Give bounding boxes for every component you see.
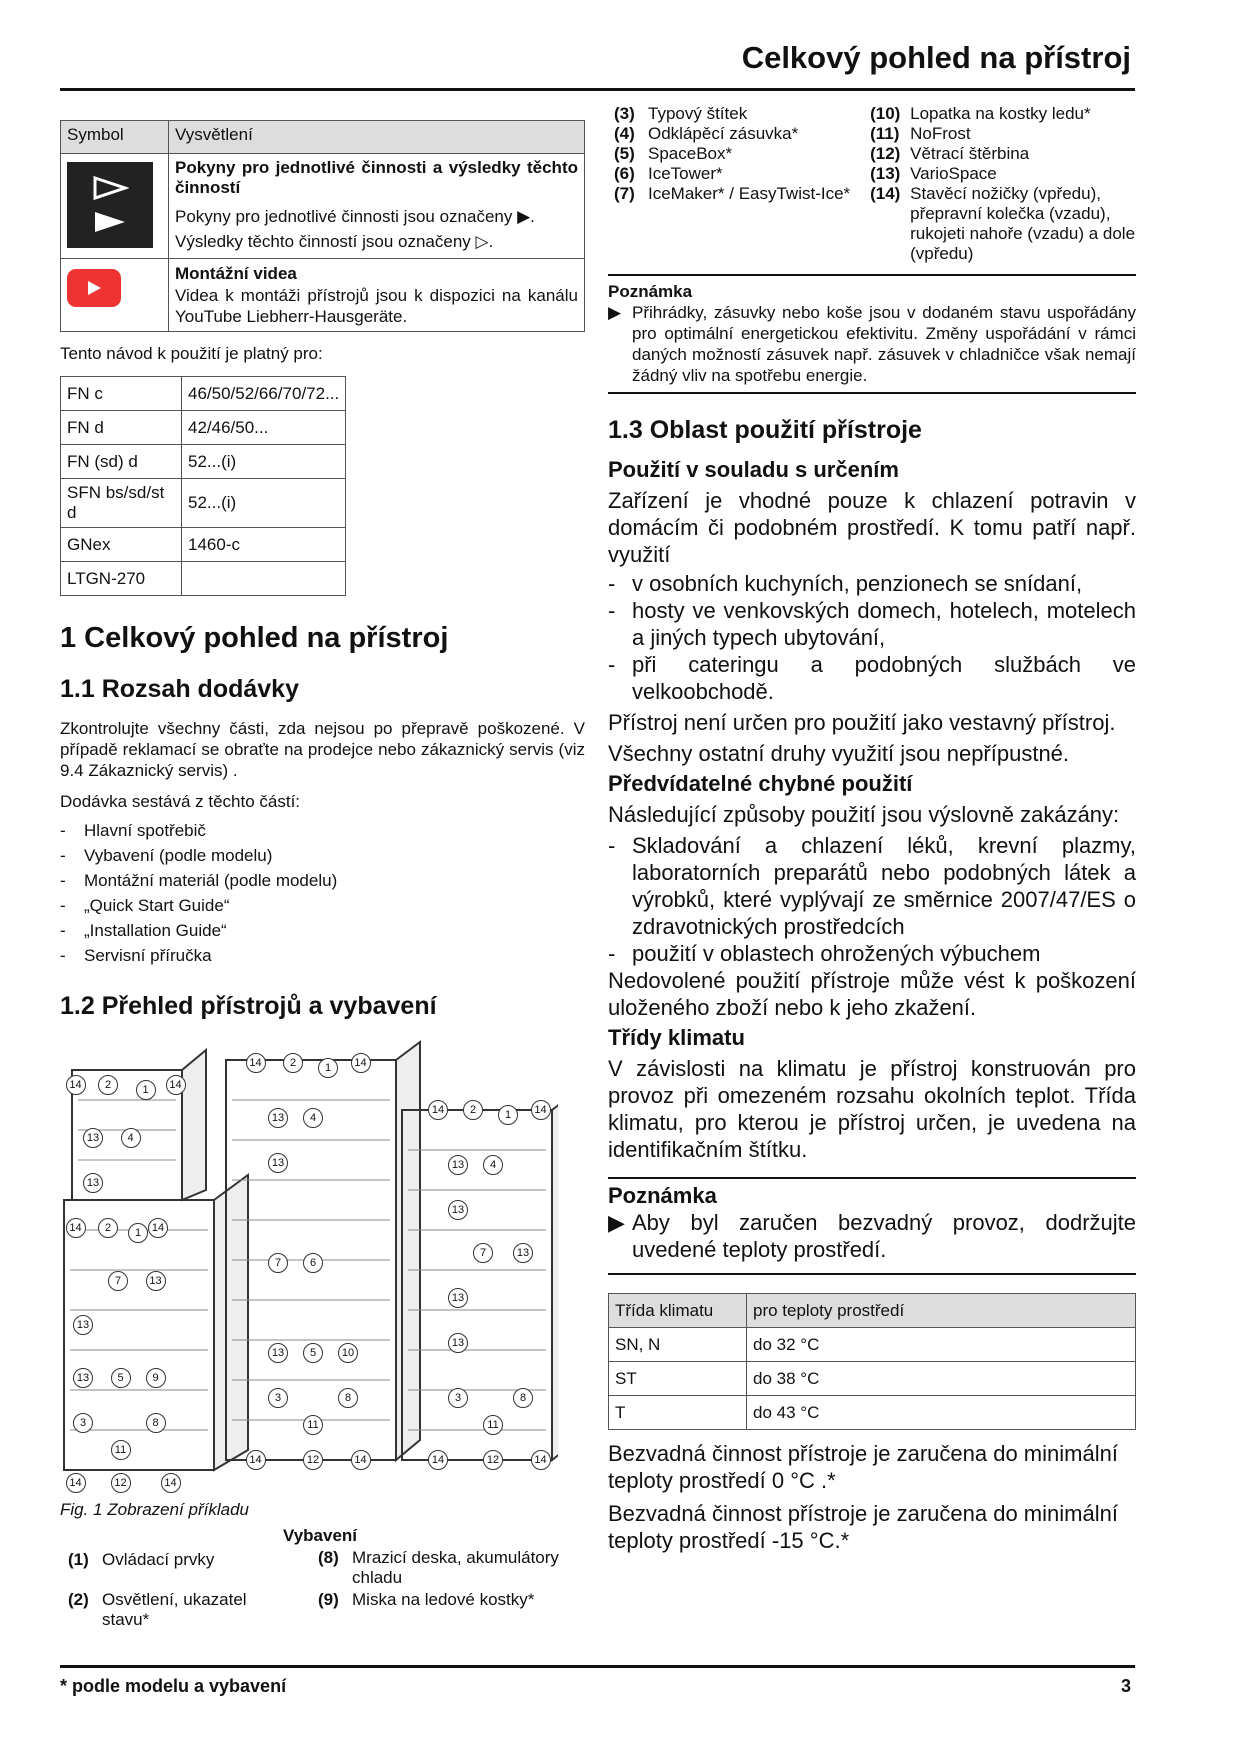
- model-row: [61, 479, 346, 528]
- legend-title: Vybavení: [282, 1526, 358, 1545]
- figure-callout: 12: [483, 1450, 503, 1470]
- note-title: Poznámka: [608, 1183, 717, 1208]
- figure-callout: 13: [268, 1343, 288, 1363]
- legend-item: (6) IceTower*: [614, 164, 723, 183]
- model-value: [182, 562, 346, 596]
- figure-callout: 12: [303, 1450, 323, 1470]
- model-value: 52...(i): [182, 445, 346, 479]
- explanation-header: Vysvětlení: [169, 121, 585, 154]
- section-1-2-heading: 1.2 Přehled přístrojů a vybavení: [60, 992, 437, 1020]
- list-item: - při cateringu a podobných službách ve velkoobchodě.: [608, 651, 1136, 705]
- figure-callout: 14: [148, 1218, 168, 1238]
- figure-callout: 4: [303, 1108, 323, 1128]
- misuse-heading: Předvídatelné chybné použití: [608, 771, 913, 796]
- figure-callout: 11: [111, 1440, 131, 1460]
- youtube-icon: [67, 269, 121, 307]
- figure-callout: 14: [66, 1075, 86, 1095]
- figure-callout: 2: [463, 1100, 483, 1120]
- intended-use-paragraph: Zařízení je vhodné pouze k chlazení potravin v domácím či podobném prostředí. K tomu patří např. využití: [608, 488, 1136, 567]
- figure-callout: 13: [83, 1128, 103, 1148]
- figure-callout: 1: [128, 1223, 148, 1243]
- figure-callout: 7: [268, 1253, 288, 1273]
- model-name: FN c: [61, 377, 182, 411]
- instruction-line1: Pokyny pro jednotlivé činnosti jsou označeny ▶.: [175, 207, 535, 226]
- instruction-line2: Výsledky těchto činností jsou označeny ▷.: [175, 232, 494, 251]
- instruction-title: Pokyny pro jednotlivé činnosti a výsledky těchto činností: [175, 158, 578, 197]
- model-name: SFN bs/sd/st d: [61, 479, 182, 528]
- figure-legend: [60, 1500, 580, 1630]
- figure-callout: 3: [73, 1413, 93, 1433]
- intended-use-heading: Použití v souladu s určením: [608, 457, 899, 482]
- page-title: Celkový pohled na přístroj: [741, 40, 1131, 75]
- video-text: Videa k montáži přístrojů jsou k dispozici na kanálu YouTube Liebherr-Hausgeräte.: [175, 286, 578, 326]
- figure-callout: 5: [303, 1343, 323, 1363]
- page-footer: [60, 1665, 1135, 1696]
- model-value: 52...(i): [182, 479, 346, 528]
- figure-callout: 13: [448, 1155, 468, 1175]
- figure-callout: 7: [473, 1243, 493, 1263]
- note-box: [608, 274, 1136, 386]
- list-item: - Montážní materiál (podle modelu): [60, 868, 585, 893]
- figure-callout: 1: [318, 1058, 338, 1078]
- table-row: T do 43 °C: [609, 1396, 1136, 1430]
- left-column: [60, 120, 585, 1021]
- figure-callout: 14: [246, 1450, 266, 1470]
- figure-callout: 14: [66, 1473, 86, 1493]
- figure-callout: 13: [73, 1368, 93, 1388]
- figure-callout: 14: [246, 1053, 266, 1073]
- not-built-in-paragraph: Přístroj není určen pro použití jako vestavný přístroj.: [608, 710, 1116, 735]
- model-name: FN d: [61, 411, 182, 445]
- figure-callout: 1: [498, 1105, 518, 1125]
- note-box-2: [608, 1177, 1136, 1263]
- figure-callout: 14: [531, 1100, 551, 1120]
- legend-item: (3) Typový štítek: [614, 104, 748, 123]
- instruction-symbol-cell: [61, 154, 169, 259]
- model-row: [61, 411, 346, 445]
- note-text: Přihrádky, zásuvky nebo koše jsou v dodaném stavu uspořádány pro optimální energetickou efektivitu. Změny uspořádání v rámci daných možností zásuvek např. zásuvek v chladničce však nemají žádný vliv na spotřebu energie.: [632, 303, 1136, 385]
- model-value: 1460-c: [182, 528, 346, 562]
- section-1-3-heading: 1.3 Oblast použití přístroje: [608, 416, 922, 444]
- legend-item: (7) IceMaker* / EasyTwist-Ice*: [614, 184, 851, 203]
- right-column: [608, 104, 1136, 1554]
- model-row: [61, 445, 346, 479]
- figure-callout: 14: [351, 1053, 371, 1073]
- figure-callout: 13: [146, 1271, 166, 1291]
- figure-callout: 13: [73, 1315, 93, 1335]
- list-item: - „Installation Guide“: [60, 918, 585, 943]
- legend-item: (2) Osvětlení, ukazatel stavu*: [68, 1590, 247, 1629]
- figure-callout: 14: [161, 1473, 181, 1493]
- figure-callout: 14: [531, 1450, 551, 1470]
- legend-item: (14) Stavěcí nožičky (vpředu), přepravní kolečka (vzadu), rukojeti nahoře (vzadu) a dole (vpředu): [870, 184, 1136, 263]
- footer-note: * podle modelu a vybavení: [60, 1676, 287, 1696]
- section-1-1-heading: 1.1 Rozsah dodávky: [60, 675, 299, 703]
- legend-continued: [608, 104, 1136, 264]
- misuse-paragraph: Následující způsoby použití jsou výslovně zakázány:: [608, 802, 1120, 827]
- note-text: Aby byl zaručen bezvadný provoz, dodržujte uvedené teploty prostředí.: [632, 1210, 1136, 1262]
- validity-text: Tento návod k použití je platný pro:: [60, 344, 323, 363]
- legend-item: (5) SpaceBox*: [614, 144, 733, 163]
- figure-callout: 14: [428, 1450, 448, 1470]
- video-symbol-cell: [61, 259, 169, 332]
- figure-callout: 6: [303, 1253, 323, 1273]
- appliance-figure: [58, 1040, 558, 1490]
- climate-col1-header: Třída klimatu: [609, 1294, 747, 1328]
- figure-callout: 14: [428, 1100, 448, 1120]
- symbol-table: [60, 120, 585, 332]
- figure-callout: 11: [483, 1415, 503, 1435]
- legend-item: (8) Mrazicí deska, akumulátory chladu: [318, 1548, 559, 1587]
- table-row: SN, N do 32 °C: [609, 1328, 1136, 1362]
- min-temp-paragraph-2: Bezvadná činnost přístroje je zaručena do minimální teploty prostředí -15 °C.*: [608, 1501, 1118, 1553]
- model-row: [61, 562, 346, 596]
- list-item: - hosty ve venkovských domech, hotelech, motelech a jiných typech ubytování,: [608, 597, 1136, 651]
- figure-callout: 14: [351, 1450, 371, 1470]
- figure-callout: 11: [303, 1415, 323, 1435]
- figure-callout: 3: [268, 1388, 288, 1408]
- figure-callout: 13: [448, 1200, 468, 1220]
- delivery-intro: Dodávka sestává z těchto částí:: [60, 792, 301, 811]
- delivery-list: [60, 818, 585, 968]
- instruction-arrow-icon: ▶: [608, 303, 622, 322]
- figure-callout: 7: [108, 1271, 128, 1291]
- video-title: Montážní videa: [175, 264, 297, 283]
- legend-item: (9) Miska na ledové kostky*: [318, 1590, 535, 1609]
- climate-col2-header: pro teploty prostředí: [747, 1294, 1136, 1328]
- climate-table: [608, 1293, 1136, 1430]
- list-item: - Hlavní spotřebič: [60, 818, 585, 843]
- figure-callout: 5: [111, 1368, 131, 1388]
- list-item: - Skladování a chlazení léků, krevní plazmy, laboratorních preparátů nebo podobných látek a výrobků, které vyplývají ze směrnice 2007/47/ES o zdravotnických prostředcích: [608, 832, 1136, 940]
- figure-callout: 10: [338, 1343, 358, 1363]
- play-arrows-icon: [67, 162, 153, 248]
- figure-caption: Fig. 1 Zobrazení příkladu: [60, 1500, 249, 1519]
- figure-callout: 13: [448, 1333, 468, 1353]
- damage-paragraph: Nedovolené použití přístroje může vést k poškození uloženého zboží nebo k jeho zkažení.: [608, 968, 1136, 1020]
- figure-callout: 13: [448, 1288, 468, 1308]
- model-value: 42/46/50...: [182, 411, 346, 445]
- instruction-explanation-cell: [169, 154, 585, 259]
- models-table: [60, 376, 346, 596]
- figure-callout: 2: [98, 1075, 118, 1095]
- figure-callout: 8: [146, 1413, 166, 1433]
- figure-callout: 13: [268, 1153, 288, 1173]
- model-row: [61, 377, 346, 411]
- list-item: - v osobních kuchyních, penzionech se snídaní,: [608, 570, 1136, 597]
- figure-callout: 14: [66, 1218, 86, 1238]
- climate-heading: Třídy klimatu: [608, 1025, 745, 1050]
- model-name: FN (sd) d: [61, 445, 182, 479]
- figure-callout: 13: [268, 1108, 288, 1128]
- model-row: [61, 528, 346, 562]
- list-item: - Vybavení (podle modelu): [60, 843, 585, 868]
- figure-callout: 3: [448, 1388, 468, 1408]
- figure-callout: 8: [513, 1388, 533, 1408]
- page-header: [60, 36, 1135, 91]
- other-use-paragraph: Všechny ostatní druhy využití jsou nepřípustné.: [608, 741, 1070, 766]
- figure-callout: 8: [338, 1388, 358, 1408]
- section-1-heading: 1 Celkový pohled na přístroj: [60, 622, 449, 654]
- model-name: GNex: [61, 528, 182, 562]
- legend-item: (10) Lopatka na kostky ledu*: [870, 104, 1091, 123]
- intended-use-list: [608, 570, 1136, 705]
- figure-callout: 13: [513, 1243, 533, 1263]
- list-item: - použití v oblastech ohrožených výbuchem: [608, 940, 1136, 967]
- figure-callout: 2: [283, 1053, 303, 1073]
- symbol-header: Symbol: [61, 121, 169, 154]
- note-title: Poznámka: [608, 282, 693, 301]
- legend-item: (11) NoFrost: [870, 124, 971, 143]
- legend-item: (1) Ovládací prvky: [68, 1550, 215, 1569]
- legend-item: (13) VarioSpace: [870, 164, 997, 183]
- instruction-arrow-icon: ▶: [608, 1210, 625, 1235]
- figure-callout: 4: [121, 1128, 141, 1148]
- list-item: - „Quick Start Guide“: [60, 893, 585, 918]
- figure-callout: 4: [483, 1155, 503, 1175]
- legend-item: (4) Odklápěcí zásuvka*: [614, 124, 799, 143]
- video-explanation-cell: [169, 259, 585, 332]
- figure-callout: 12: [111, 1473, 131, 1493]
- figure-callout: 1: [136, 1080, 156, 1100]
- climate-paragraph: V závislosti na klimatu je přístroj konstruován pro provoz při omezeném rozsahu okolních teplot. Třída klimatu, pro kterou je přístroj určen, je uvedena na identifikačním štítku.: [608, 1056, 1136, 1162]
- min-temp-paragraph-1: Bezvadná činnost přístroje je zaručena do minimální teploty prostředí 0 °C .*: [608, 1441, 1118, 1493]
- figure-callout: 13: [83, 1173, 103, 1193]
- list-item: - Servisní příručka: [60, 943, 585, 968]
- model-name: LTGN-270: [61, 562, 182, 596]
- figure-callout: 9: [146, 1368, 166, 1388]
- table-row: ST do 38 °C: [609, 1362, 1136, 1396]
- model-value: 46/50/52/66/70/72...: [182, 377, 346, 411]
- misuse-list: [608, 832, 1136, 967]
- figure-callout: 2: [98, 1218, 118, 1238]
- delivery-paragraph: Zkontrolujte všechny části, zda nejsou po přepravě poškozené. V případě reklamací se obraťte na prodejce nebo zákaznický servis (viz 9.4 Zákaznický servis) .: [60, 719, 585, 780]
- legend-item: (12) Větrací štěrbina: [870, 144, 1030, 163]
- figure-callout: 14: [166, 1075, 186, 1095]
- page-number: 3: [1120, 1676, 1131, 1696]
